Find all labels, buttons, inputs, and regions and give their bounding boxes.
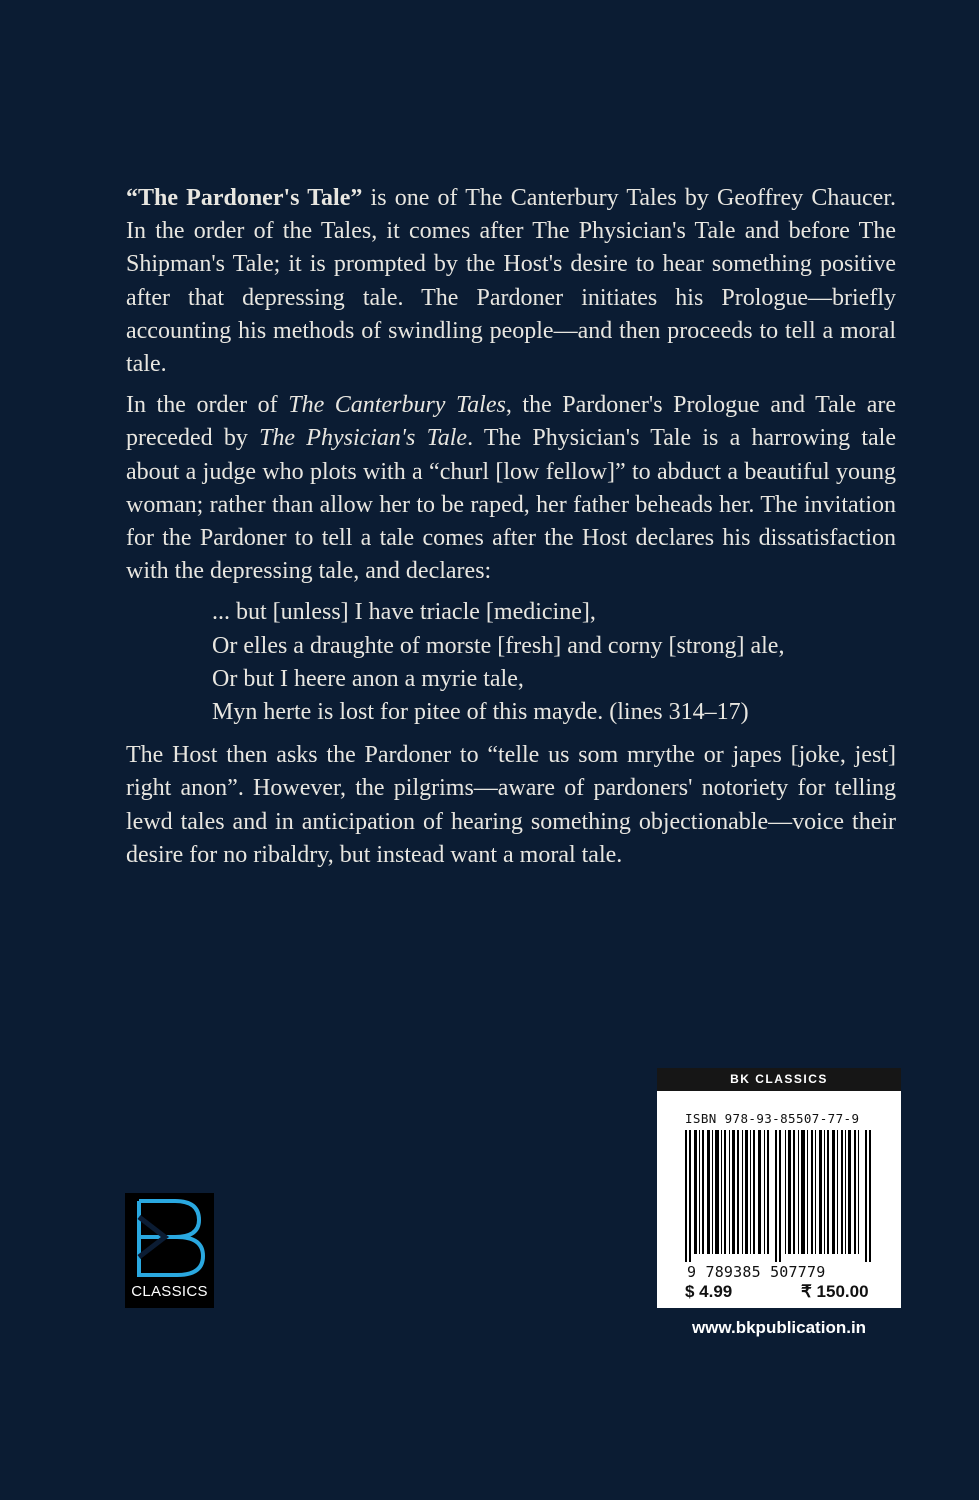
blurb-paragraph-3: The Host then asks the Pardoner to “telle us som mrythe or japes [joke, jest] right anon”. However, the pilgrims—aware of pardoners' notoriety for telling lewd tales and in anticipation of hearing something objectionable—voice their desire for no ribaldry, but instead want a moral tale.: [126, 742, 896, 868]
barcode-panel: [657, 1068, 901, 1308]
logo-label: CLASSICS: [131, 1283, 208, 1300]
paragraph-2-text-b: , the Pardoner's Prologue and Tale are preceded by: [126, 392, 896, 452]
publisher-logo: [125, 1193, 214, 1308]
paragraph-2-text-c: . The Physician's Tale is a harrowing tale about a judge who plots with a “churl [low fellow]” to abduct a beautiful young woman; rather than allow her to be raped, her father beheads her. The invitation for the Pardoner to tell a tale comes after the Host declares his dissatisfaction with the depressing tale, and declares:: [126, 425, 896, 585]
verse-line: Myn herte is lost for pitee of this mayde. (lines 314–17): [212, 699, 749, 726]
bk-logo-icon: [125, 1193, 214, 1283]
italic-title-1: The Canterbury Tales: [288, 392, 506, 419]
barcode-bars: [685, 1130, 875, 1262]
blurb-paragraph-2: [126, 389, 896, 588]
paragraph-1-text: is one of The Canterbury Tales by Geoffrey Chaucer. In the order of the Tales, it comes after The Physician's Tale and before The Shipman's Tale; it is prompted by the Host's desire to hear something positive after that depressing tale. The Pardoner initiates his Prologue—briefly accounting his methods of swindling people—and then proceeds to tell a moral tale.: [126, 185, 897, 378]
publisher-website: www.bkpublication.in: [691, 1318, 867, 1337]
blurb-paragraph-1: [126, 182, 896, 381]
verse-line: Or but I heere anon a myrie tale,: [212, 665, 524, 692]
ean-number: 9 789385 507779: [687, 1263, 826, 1281]
barcode-header: BK CLASSICS: [657, 1068, 901, 1091]
book-title: “The Pardoner's Tale”: [126, 185, 363, 211]
italic-title-2: The Physician's Tale: [259, 425, 468, 452]
blurb-text: [126, 182, 896, 880]
isbn-number: ISBN 978-93-85507-77-9: [685, 1111, 860, 1126]
verse-line: ... but [unless] I have triacle [medicine],: [212, 599, 596, 626]
paragraph-2-text-a: In the order of: [126, 392, 289, 419]
verse-line: Or elles a draughte of morste [fresh] and corny [strong] ale,: [212, 632, 785, 659]
price-usd: $ 4.99: [685, 1282, 733, 1301]
verse-quote: [212, 596, 896, 729]
price-inr: ₹ 150.00: [801, 1282, 869, 1301]
